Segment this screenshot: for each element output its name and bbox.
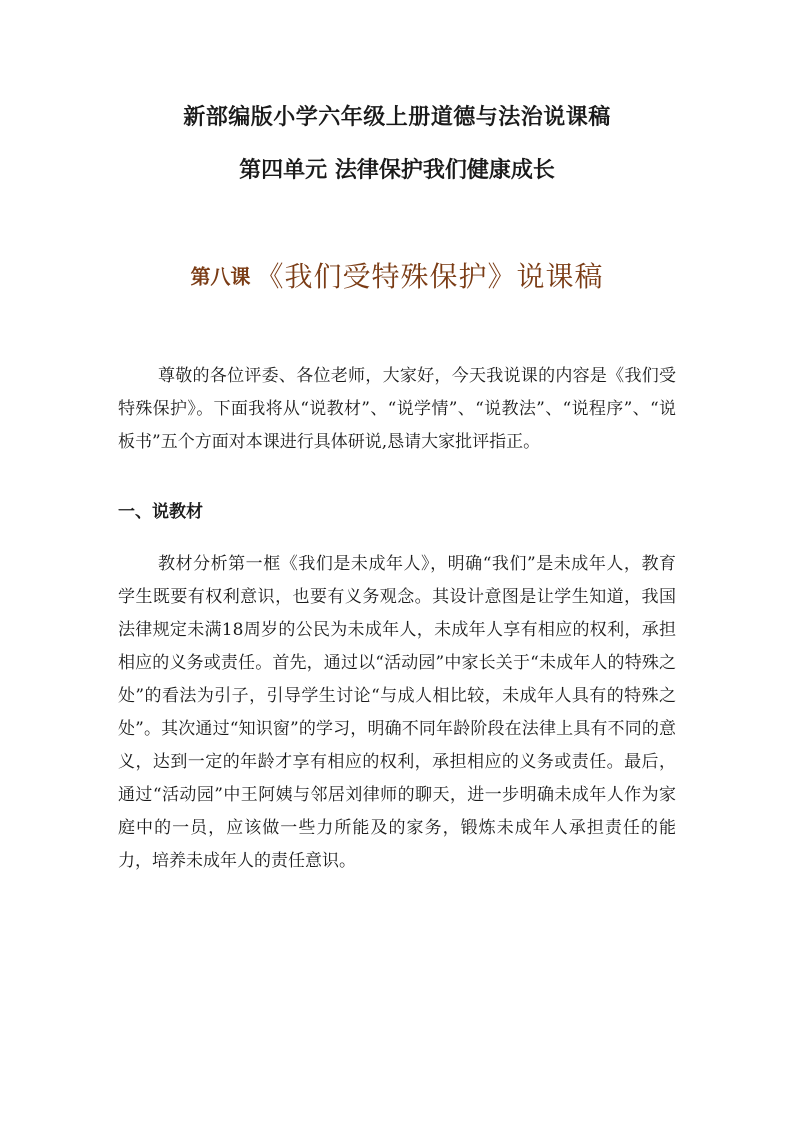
lesson-title <box>0 255 794 295</box>
unit-title: 第四单元 法律保护我们健康成长 <box>239 157 555 183</box>
textbook-analysis-paragraph: 教材分析第一框《我们是未成年人》，明确“我们”是未成年人，教育学生既要有权利意识，也要有义务观念。其设计意图是让学生知道，我国法律规定未满18周岁的公民为未成年人，未成年人享有相应的权利，承担相应的义务或责任。首先，通过以“活动园”中家长关于“未成年人的特殊之处”的看法为引子，引导学生讨论“与成人相比较，未成年人具有的特殊之处”。其次通过“知识窗”的学习，明确不同年龄阶段在法律上具有不同的意义，达到一定的年龄才享有相应的权利，承担相应的义务或责任。最后，通过“活动园”中王阿姨与邻居刘律师的聊天，进一步明确未成年人作为家庭中的一员，应该做一些力所能及的家务，锻炼未成年人承担责任的能力，培养未成年人的责任意识。 <box>118 554 676 871</box>
lesson-name: 《我们受特殊保护》说课稿 <box>255 260 604 293</box>
lesson-number: 第八课 <box>190 264 251 289</box>
section-heading-textbook: 一、说教材 <box>118 502 203 522</box>
intro-paragraph: 尊敬的各位评委、各位老师，大家好，今天我说课的内容是《我们受特殊保护》。下面我将从“说教材”、“说学情”、“说教法”、“说程序”、“说板书”五个方面对本课进行具体研说,恳请大家批评指正。 <box>118 366 676 452</box>
document-title: 新部编版小学六年级上册道德与法治说课稿 <box>183 104 611 130</box>
